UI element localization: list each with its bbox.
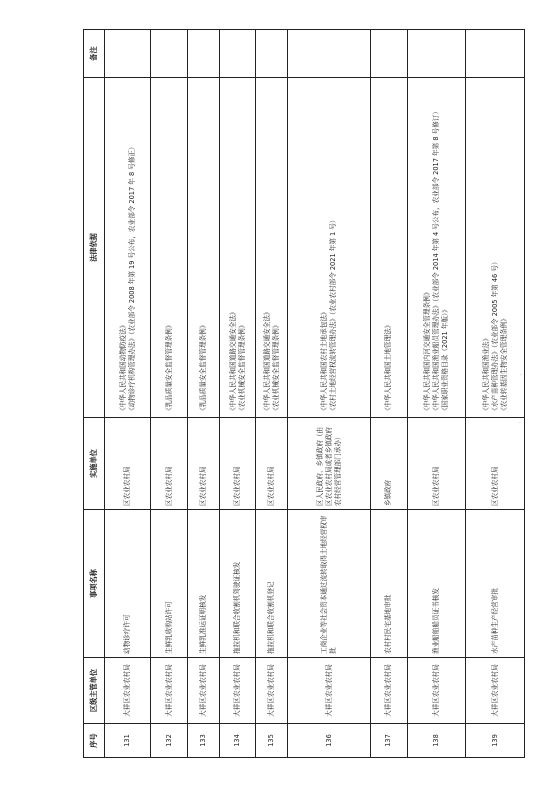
row-legal-basis	[407, 78, 466, 418]
table-row	[466, 30, 525, 758]
legal-basis-line: 《中华人民共和国农村土地承包法》	[320, 308, 329, 414]
row-legal-basis	[188, 78, 220, 418]
legal-basis-line: 《中华人民共和国道路交通安全法》	[228, 308, 237, 414]
row-district-unit: 大祥区农业农村局	[288, 658, 371, 724]
legal-basis-line: 《农业机械安全监督管理条例》	[237, 321, 246, 414]
legal-basis-line: 《动物诊疗机构管理办法》（农业部令 2008 年第 19 号公布，农业部令 2017 年 8 号修正）	[127, 143, 136, 414]
row-note	[219, 30, 256, 78]
row-implementing-unit: 区农业农村局	[151, 418, 188, 510]
row-number: 132	[151, 724, 188, 758]
header-no: 序号	[84, 724, 105, 758]
row-item-name: 水产苗种生产经营审批	[466, 510, 525, 658]
row-district-unit: 大祥区农业农村局	[256, 658, 288, 724]
row-district-unit: 大祥区农业农村局	[371, 658, 408, 724]
row-implementing-unit: 区农业农村局	[407, 418, 466, 510]
table-row	[288, 30, 371, 758]
row-item-name: 拖拉机和联合收割机登记	[256, 510, 288, 658]
administrative-items-table	[83, 29, 525, 758]
rotated-table-wrapper	[83, 30, 525, 758]
row-note	[151, 30, 188, 78]
row-legal-basis	[256, 78, 288, 418]
row-district-unit: 大祥区农业农村局	[151, 658, 188, 724]
row-legal-basis	[371, 78, 408, 418]
row-number: 135	[256, 724, 288, 758]
legal-basis-line: 《水产苗种管理办法》（农业部令 2005 年第 46 号）	[490, 258, 499, 414]
header-item: 事项名称	[84, 510, 105, 658]
row-item-name: 拖拉机和联合收割机驾驶证核发	[219, 510, 256, 658]
row-note	[288, 30, 371, 78]
row-note	[105, 30, 151, 78]
row-number: 137	[371, 724, 408, 758]
header-note: 备注	[84, 30, 105, 78]
legal-basis-line: 《国家职业资格目录（2021 年版）》	[440, 306, 449, 414]
row-note	[407, 30, 466, 78]
row-item-name: 农村村民宅基地审批	[371, 510, 408, 658]
row-number: 134	[219, 724, 256, 758]
row-district-unit: 大祥区农业农村局	[219, 658, 256, 724]
legal-basis-line: 《中华人民共和国道路交通安全法》	[262, 308, 271, 414]
row-implementing-unit: 乡镇政府	[371, 418, 408, 510]
legal-basis-line: 《中华人民共和国内河交通安全管理条例》	[423, 288, 432, 414]
row-item-name: 生鲜乳收购站许可	[151, 510, 188, 658]
table-row	[371, 30, 408, 758]
row-note	[371, 30, 408, 78]
row-implementing-unit: 区人民政府、乡镇政府（由区农业农村局或者乡镇政府农村经营管理部门承办）	[288, 418, 371, 510]
table-row	[256, 30, 288, 758]
row-number: 133	[188, 724, 220, 758]
table-row	[188, 30, 220, 758]
legal-basis-line: 《农村土地经营权流转管理办法》（农业农村部令 2021 年第 1 号）	[329, 216, 338, 414]
table-header-row	[84, 30, 105, 758]
row-district-unit: 大祥区农业农村局	[407, 658, 466, 724]
row-note	[188, 30, 220, 78]
row-legal-basis	[288, 78, 371, 418]
legal-basis-line: 《中华人民共和国动物防疫法》	[118, 321, 127, 414]
header-district: 区级主管单位	[84, 658, 105, 724]
row-implementing-unit: 区农业农村局	[105, 418, 151, 510]
row-number: 136	[288, 724, 371, 758]
row-number: 139	[466, 724, 525, 758]
row-district-unit: 大祥区农业农村局	[105, 658, 151, 724]
scan-speck: ·	[520, 372, 522, 379]
row-district-unit: 大祥区农业农村局	[466, 658, 525, 724]
legal-basis-line: 《中华人民共和国渔业船员管理办法》（农业部令 2014 年第 4 号公布，农业部令 2017 年第 8 号修订）	[432, 108, 441, 414]
row-implementing-unit: 区农业农村局	[188, 418, 220, 510]
row-implementing-unit: 区农业农村局	[219, 418, 256, 510]
row-note	[466, 30, 525, 78]
row-number: 131	[105, 724, 151, 758]
row-item-name: 渔业船舶船员证书核发	[407, 510, 466, 658]
row-legal-basis	[151, 78, 188, 418]
row-item-name: 生鲜乳准运证明核发	[188, 510, 220, 658]
row-implementing-unit: 区农业农村局	[256, 418, 288, 510]
row-district-unit: 大祥区农业农村局	[188, 658, 220, 724]
legal-basis-line: 《中华人民共和国渔业法》	[481, 334, 490, 414]
legal-basis-line: 《中华人民共和国土地管理法》	[384, 321, 393, 414]
scan-speck: ·	[519, 420, 521, 427]
header-unit: 实施单位	[84, 418, 105, 510]
legal-basis-line: 《乳品质量安全监督管理条例》	[164, 321, 173, 414]
row-implementing-unit: 区农业农村局	[466, 418, 525, 510]
row-legal-basis	[219, 78, 256, 418]
header-basis: 法律依据	[84, 78, 105, 418]
table-row	[151, 30, 188, 758]
legal-basis-line: 《乳品质量安全监督管理条例》	[198, 321, 207, 414]
row-legal-basis	[466, 78, 525, 418]
row-number: 138	[407, 724, 466, 758]
legal-basis-line: 《农业机械安全监督管理条例》	[271, 321, 280, 414]
row-item-name: 工商企业等社会资本通过流转取得土地经营权审批	[288, 510, 371, 658]
table-row	[407, 30, 466, 758]
row-item-name: 动物诊疗许可	[105, 510, 151, 658]
row-legal-basis	[105, 78, 151, 418]
row-note	[256, 30, 288, 78]
table-row	[219, 30, 256, 758]
table-row	[105, 30, 151, 758]
legal-basis-line: 《农业转基因生物安全管理条例》	[499, 315, 508, 414]
